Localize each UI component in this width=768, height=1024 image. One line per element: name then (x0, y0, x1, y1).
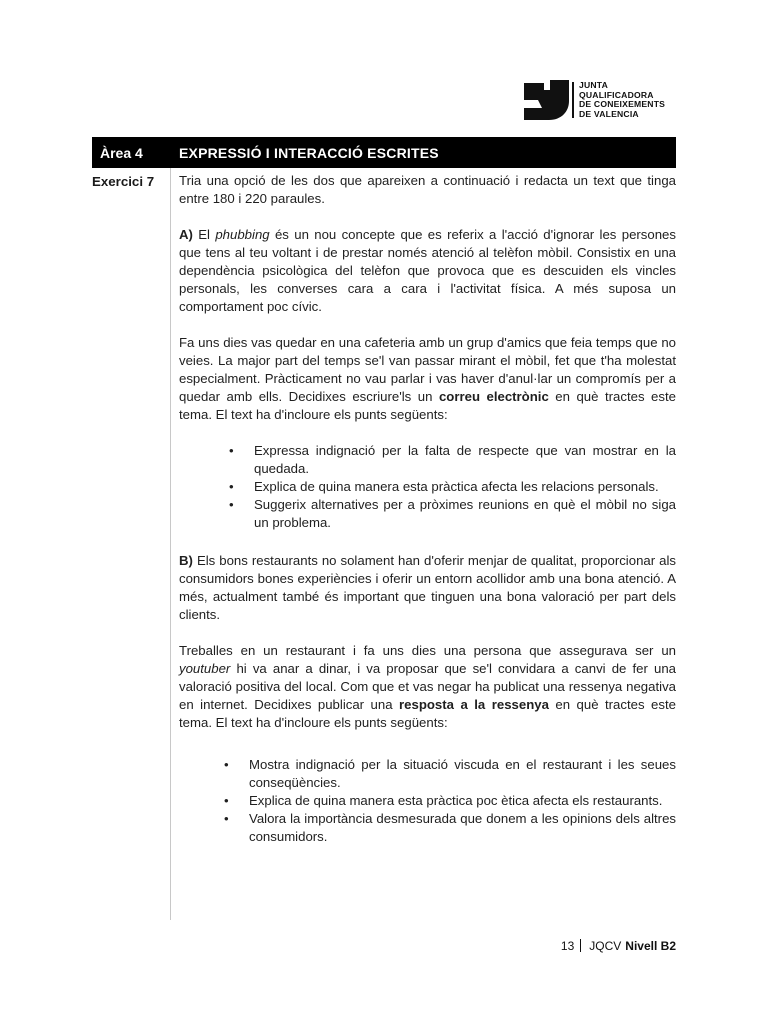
organization-name (579, 81, 665, 119)
option-a-task-format: correu electrònic (438, 389, 549, 404)
option-b-intro (179, 552, 676, 624)
bullet-icon: • (224, 811, 229, 826)
org-line-4: DE VALENCIA (579, 108, 639, 119)
option-a-task (179, 334, 676, 424)
org-line-1: JUNTA (579, 80, 609, 90)
point-text: Suggerix alternatives per a pròximes reunions en què el mòbil no siga un problema. (254, 497, 676, 530)
option-b-task-format: resposta a la ressenya (399, 697, 549, 712)
jqcv-logo (524, 80, 684, 122)
list-item (224, 756, 676, 792)
column-divider (170, 168, 171, 920)
option-a-intro-start: El (198, 227, 210, 242)
option-a-task-rest: en què tractes este tema. El text ha d'incloure els punts següents: (179, 389, 676, 422)
option-b-marker: B) (179, 553, 193, 568)
option-b-task (179, 642, 676, 732)
footer-divider (580, 939, 581, 952)
jqcv-logo-mark (524, 80, 570, 120)
option-b-intro-text: Els bons restaurants no solament han d'oferir menjar de qualitat, proporcionar als consumidors bones experiències i oferir un entorn acollidor amb una bona atenció. A més, actualment també és important que tinguen una bona valoració per part dels clients. (179, 553, 676, 622)
point-text: Valora la importància desmesurada que donem a les opinions dels altres consumidors. (249, 811, 676, 844)
option-a-intro (179, 226, 676, 316)
logo-divider (572, 82, 574, 118)
bullet-icon: • (229, 443, 234, 458)
exercise-label: Exercici 7 (92, 174, 155, 189)
option-b-points (179, 756, 676, 846)
bullet-icon: • (224, 757, 229, 772)
list-item (224, 810, 676, 846)
footer-level: Nivell B2 (625, 939, 676, 953)
list-item (224, 792, 676, 810)
option-b-task-middle: hi va anar a dinar, i va proposar que se'l convidara a canvi de fer una valoració positiva del local. Com que et vas negar ha publicat una ressenya negativa en internet. Decidixes publicar una (179, 661, 676, 712)
bullet-icon: • (229, 497, 234, 512)
option-a-term: phubbing (215, 227, 270, 242)
page-number: 13 (560, 939, 575, 953)
org-line-2: QUALIFICADORA (579, 89, 654, 100)
list-item (229, 478, 676, 496)
option-b-task-rest: en què tractes este tema. El text ha d'incloure els punts següents: (179, 697, 676, 730)
bullet-icon: • (224, 793, 229, 808)
page-footer (561, 939, 676, 953)
list-item (229, 496, 676, 532)
org-line-3: DE CONEIXEMENTS (579, 99, 666, 110)
list-item (229, 442, 676, 478)
option-a-intro-rest: és un nou concepte que es referix a l'acció d'ignorar les persones que tens al teu voltant i de prestar només atenció al telèfon mòbil. Consistix en una dependència psicològica del telèfon que provoca que es descuiden els vincles personals, les converses cara a cara i l'activitat física. A més suposa un comportament poc cívic. (179, 227, 676, 314)
point-text: Explica de quina manera esta pràctica afecta les relacions personals. (254, 479, 659, 494)
exercise-instructions: Tria una opció de les dos que apareixen a continuació i redacta un text que tinga entre 180 i 220 paraules. (179, 173, 676, 206)
area-label: Àrea 4 (100, 145, 143, 161)
point-text: Mostra indignació per la situació viscuda en el restaurant i les seues conseqüències. (249, 757, 676, 790)
footer-org: JQCV (589, 939, 622, 953)
point-text: Explica de quina manera esta pràctica poc ètica afecta els restaurants. (249, 793, 663, 808)
option-a-marker: A) (179, 227, 193, 242)
bullet-icon: • (229, 479, 234, 494)
option-b-term: youtuber (179, 661, 231, 676)
area-header-bar (92, 137, 676, 168)
area-title: EXPRESSIÓ I INTERACCIÓ ESCRITES (179, 145, 439, 161)
point-text: Expressa indignació per la falta de respecte que van mostrar en la quedada. (254, 443, 676, 476)
exercise-content (179, 172, 676, 866)
option-a-task-start: Fa uns dies vas quedar en una cafeteria amb un grup d'amics que feia temps que no veies. La major part del temps se'l van passar mirant el mòbil, fet que t'ha molestat especialment. Pràcticament no vau parlar i vas haver d'anul·lar un compromís per a quedar amb ells. Decidixes escriure'ls un (179, 335, 676, 404)
option-b-task-start: Treballes en un restaurant i fa uns dies una persona que assegurava ser un (179, 643, 676, 658)
option-a-points (179, 442, 676, 532)
